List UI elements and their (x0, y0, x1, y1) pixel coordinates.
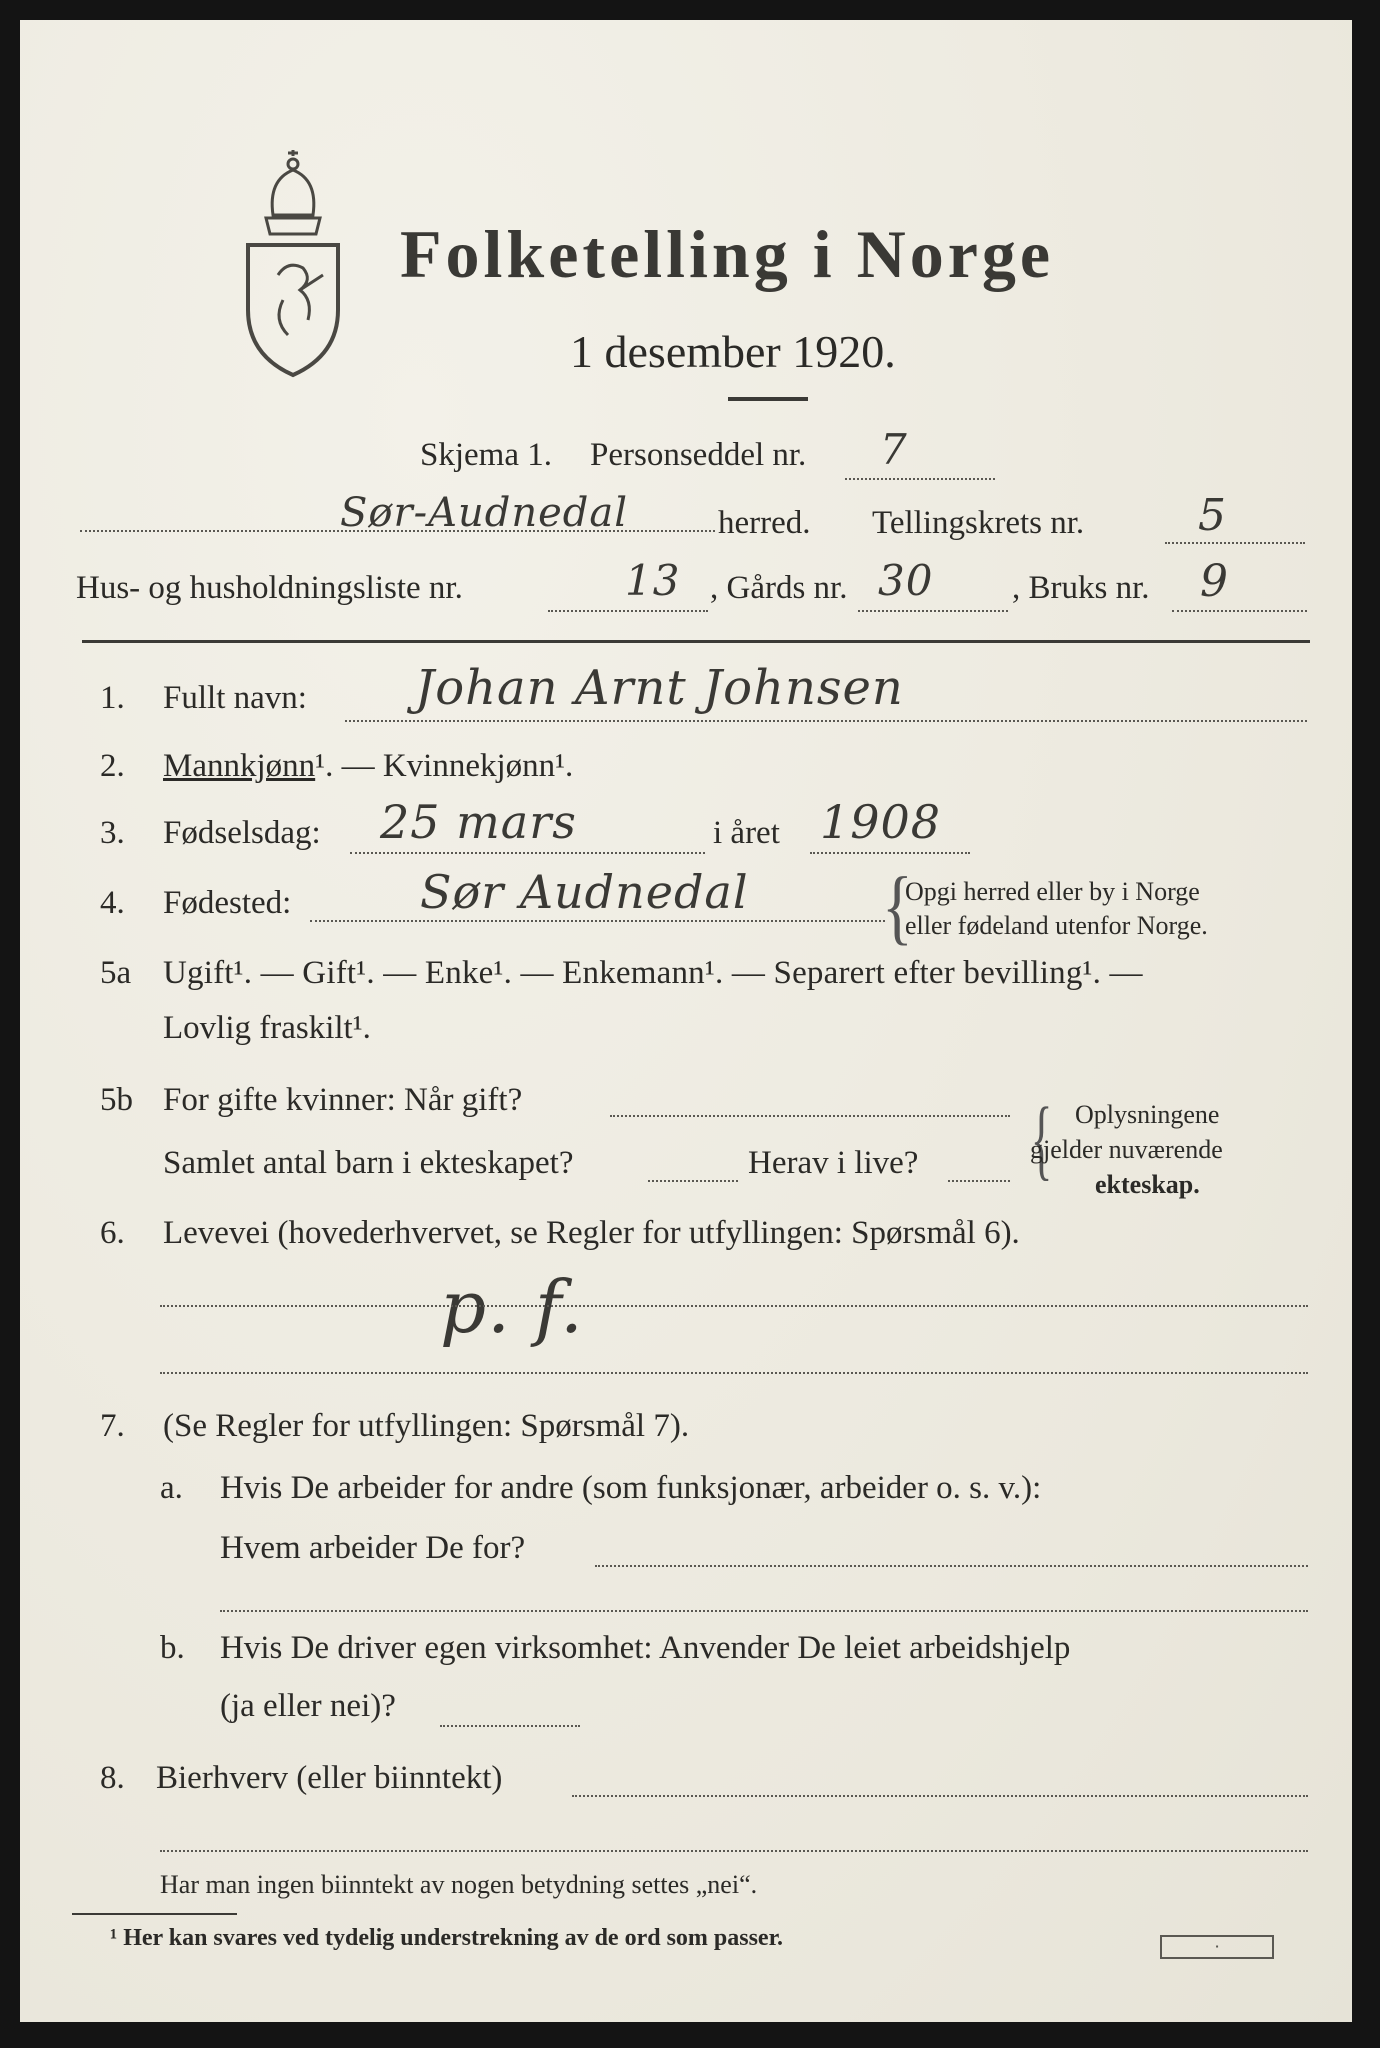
side-income-line-2 (160, 1850, 1308, 1852)
marital-status-options-cont: Lovlig fraskilt¹. (163, 1010, 371, 1046)
bruks-label: , Bruks nr. (1012, 570, 1150, 606)
q5b-brace: { (1030, 1090, 1053, 1189)
children-line (648, 1180, 738, 1182)
q5b-alive-label: Herav i live? (748, 1145, 919, 1181)
q7b-number: b. (160, 1630, 185, 1666)
title-divider (728, 397, 808, 401)
q2-separator: ¹. — (315, 748, 383, 784)
q4-note-line2: eller fødeland utenfor Norge. (905, 911, 1208, 940)
q5b-note3: ekteskap. (1095, 1170, 1200, 1199)
header-separator (82, 640, 1310, 643)
q4-note-line1: Opgi herred eller by i Norge (905, 877, 1200, 906)
q7a-line2: Hvem arbeider De for? (220, 1530, 526, 1566)
hus-label: Hus- og husholdningsliste nr. (76, 570, 463, 606)
footnote-divider (72, 1913, 237, 1915)
tellingskrets-label: Tellingskrets nr. (872, 505, 1085, 541)
q7b-line2: (ja eller nei)? (220, 1688, 396, 1724)
herred-value: Sør-Audnedal (340, 490, 629, 536)
employer-line-1 (595, 1565, 1308, 1567)
q7b-line1: Hvis De driver egen virksomhet: Anvender De leiet arbeidshjelp (220, 1630, 1071, 1666)
personseddel-label: Personseddel nr. (590, 437, 807, 473)
employer-line-2 (220, 1610, 1308, 1612)
birth-year-value: 1908 (820, 795, 942, 849)
q5b-line1: For gifte kvinner: Når gift? (163, 1082, 523, 1118)
q1-line (345, 720, 1307, 722)
q2-options (163, 748, 573, 785)
marital-status-options: Ugift¹. — Gift¹. — Enke¹. — Enkemann¹. — Separert efter bevilling¹. — (163, 955, 1143, 991)
hus-value: 13 (625, 556, 681, 605)
tellingskrets-value: 5 (1198, 490, 1227, 541)
gards-label: , Gårds nr. (710, 570, 848, 606)
q1-number: 1. (100, 680, 125, 716)
married-when-line (610, 1115, 1010, 1117)
occupation-line-1 (160, 1305, 1308, 1307)
q4-brace: { (882, 860, 913, 953)
q6-number: 6. (100, 1215, 125, 1251)
q7a-line1: Hvis De arbeider for andre (som funksjonær, arbeider o. s. v.): (220, 1470, 1042, 1506)
gards-value: 30 (878, 556, 934, 605)
footnote: ¹ Her kan svares ved tydelig understrekning av de ord som passer. (110, 1925, 784, 1951)
personseddel-line (845, 478, 995, 480)
q7a-number: a. (160, 1470, 183, 1506)
year-line (810, 852, 970, 854)
q8-number: 8. (100, 1760, 125, 1796)
q3-label: Fødselsdag: (163, 815, 321, 851)
q5b-note2: gjelder nuværende (1030, 1135, 1223, 1164)
q8-note: Har man ingen biinntekt av nogen betydning settes „nei“. (160, 1870, 758, 1899)
q5b-children-label: Samlet antal barn i ekteskapet? (163, 1145, 574, 1181)
full-name-value: Johan Arnt Johnsen (415, 660, 904, 716)
hired-help-line (440, 1725, 580, 1727)
gards-line (858, 610, 1008, 612)
q6-label: Levevei (hovederhvervet, se Regler for utfyllingen: Spørsmål 6). (163, 1215, 1020, 1251)
bruks-value: 9 (1200, 556, 1229, 607)
herred-label: herred. (718, 505, 811, 541)
q7-number: 7. (100, 1408, 125, 1444)
occupation-line-2 (160, 1372, 1308, 1374)
census-date: 1 desember 1920. (570, 326, 896, 377)
q7-label: (Se Regler for utfyllingen: Spørsmål 7). (163, 1408, 690, 1444)
printer-stamp-icon: ▪ (1160, 1935, 1274, 1959)
female-option: Kvinnekjønn¹. (382, 748, 574, 784)
male-option: Mannkjønn (163, 748, 316, 784)
birthday-value: 25 mars (380, 795, 577, 849)
q3-number: 3. (100, 815, 125, 851)
q5b-note1: Oplysningene (1075, 1100, 1220, 1129)
year-label: i året (713, 815, 780, 851)
census-form-sheet (20, 20, 1352, 2022)
q1-label: Fullt navn: (163, 680, 307, 716)
form-title: Folketelling i Norge (400, 216, 1055, 292)
bruks-line (1172, 610, 1307, 612)
birthday-line (350, 852, 705, 854)
q5b-number: 5b (100, 1082, 133, 1118)
coat-of-arms-icon (228, 150, 358, 380)
q4-label: Fødested: (163, 885, 292, 921)
occupation-value: p. f. (440, 1265, 584, 1349)
tellingskrets-line (1165, 542, 1305, 544)
hus-line (548, 610, 708, 612)
q8-label: Bierhverv (eller biinntekt) (156, 1760, 503, 1796)
alive-line (948, 1180, 1010, 1182)
schema-label: Skjema 1. (420, 437, 552, 473)
birthplace-value: Sør Audnedal (420, 865, 749, 919)
q4-number: 4. (100, 885, 125, 921)
q5a-number: 5a (100, 955, 132, 991)
q2-number: 2. (100, 748, 125, 784)
birthplace-line (310, 920, 885, 922)
side-income-line-1 (572, 1795, 1308, 1797)
personseddel-value: 7 (880, 425, 908, 474)
